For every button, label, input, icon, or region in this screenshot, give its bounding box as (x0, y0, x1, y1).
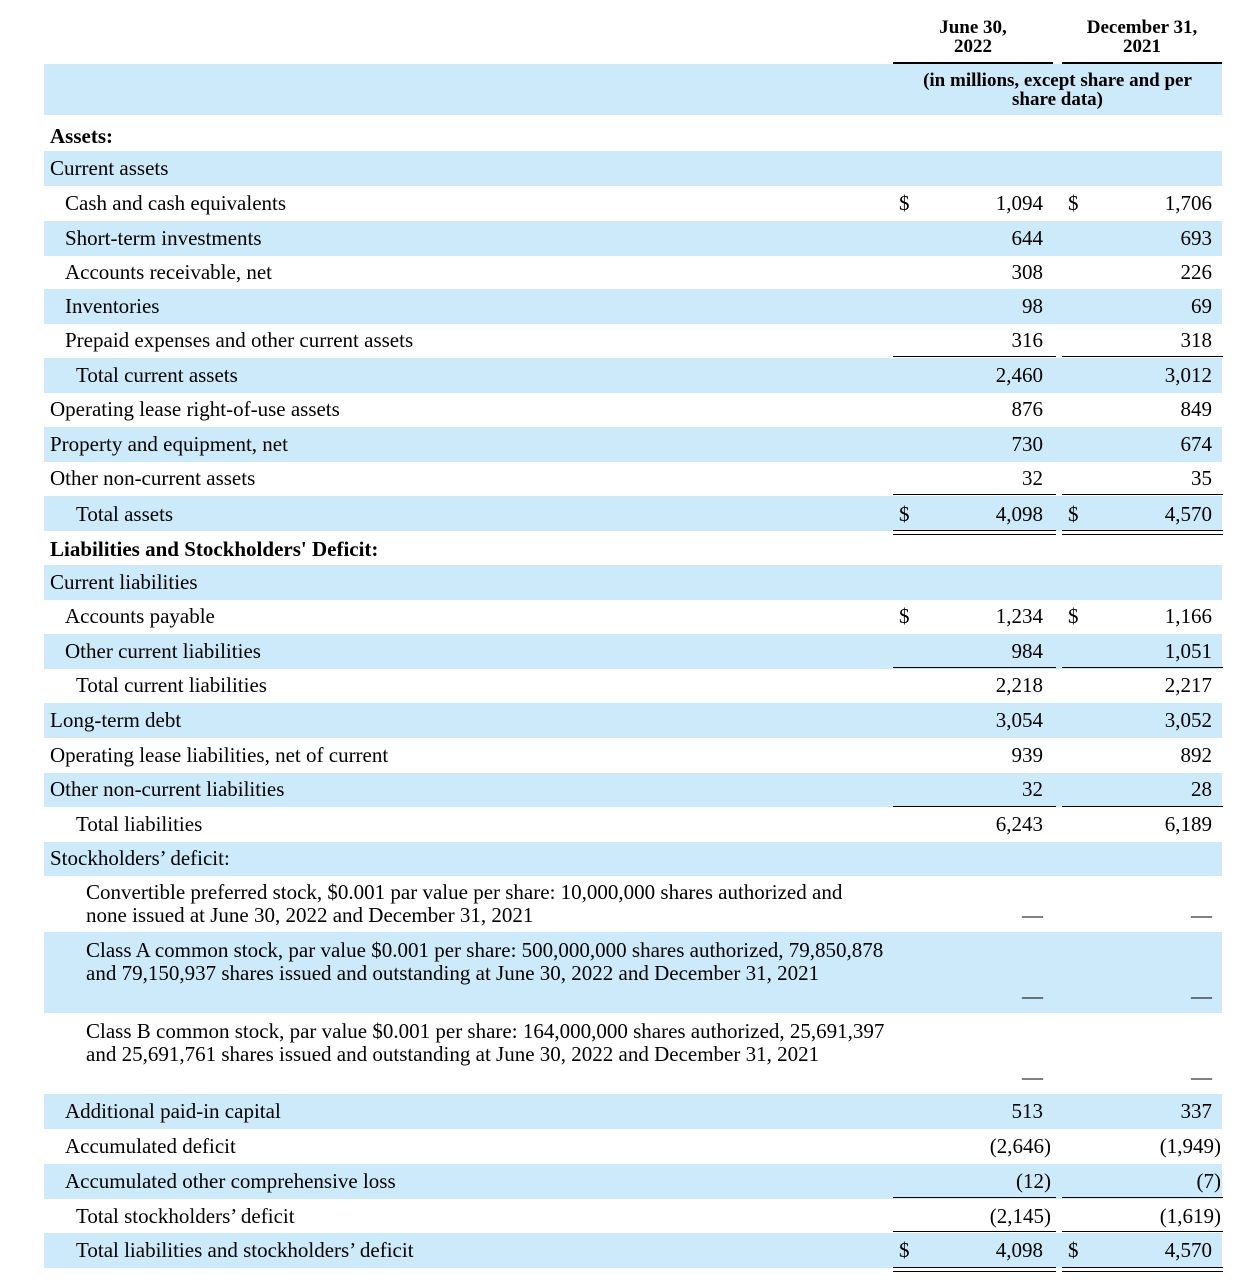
value-december-2021: (1,949) (1159, 1134, 1221, 1158)
value-june-2022: (2,145) (989, 1204, 1051, 1228)
row-label: Total liabilities and stockholders’ deficit (76, 1238, 414, 1262)
value-june-2022: — (1022, 984, 1043, 1008)
total-double-rule (1062, 1267, 1223, 1272)
value-december-2021: (7) (1196, 1169, 1221, 1193)
row-label: Current assets (50, 156, 169, 180)
value-december-2021: 4,570 (1164, 1238, 1212, 1262)
value-june-2022: 98 (1022, 294, 1043, 318)
value-december-2021: 1,166 (1164, 604, 1212, 628)
value-december-2021: — (1191, 903, 1212, 927)
value-june-2022: (2,646) (989, 1134, 1051, 1158)
row-label: Total assets (76, 502, 174, 526)
value-june-2022: (12) (1016, 1169, 1051, 1193)
table-row (44, 221, 1222, 256)
value-june-2022: 4,098 (995, 1238, 1043, 1262)
value-december-2021: 849 (1180, 397, 1212, 421)
row-label: Total stockholders’ deficit (76, 1204, 295, 1228)
value-december-2021: 69 (1191, 294, 1212, 318)
value-june-2022: 6,243 (995, 812, 1043, 836)
value-december-2021: 226 (1180, 260, 1212, 284)
value-june-2022: 3,054 (995, 708, 1043, 732)
subsection-current-assets (44, 151, 1222, 186)
table-row (44, 462, 1222, 496)
value-december-2021: 35 (1191, 466, 1212, 490)
table-row (44, 324, 1222, 358)
row-label: Stockholders’ deficit: (50, 846, 230, 870)
subsection-current-liabilities (44, 565, 1222, 600)
value-december-2021: 1,051 (1164, 639, 1212, 663)
total-double-rule (893, 1267, 1056, 1272)
row-label: Property and equipment, net (50, 432, 288, 456)
row-label: Accounts receivable, net (65, 260, 272, 284)
row-label: Assets: (50, 124, 113, 148)
value-december-2021: 28 (1191, 777, 1212, 801)
value-december-2021: 892 (1180, 743, 1212, 767)
column-header-june-2022 (893, 18, 1053, 56)
value-december-2021: (1,619) (1159, 1204, 1221, 1228)
value-december-2021: 4,570 (1164, 502, 1212, 526)
column-header-december-2021 (1062, 18, 1222, 56)
value-december-2021: 318 (1180, 328, 1212, 352)
section-heading-liabilities (44, 534, 1222, 565)
table-row (44, 1129, 1222, 1164)
table-row (44, 738, 1222, 773)
value-june-2022: 316 (1011, 328, 1043, 352)
currency-symbol: $ (1068, 604, 1079, 628)
table-row-total (44, 669, 1222, 703)
subtotal-rule (1062, 1197, 1223, 1198)
value-june-2022: 4,098 (995, 502, 1043, 526)
currency-symbol: $ (899, 1238, 910, 1262)
row-label: Short-term investments (65, 226, 262, 250)
table-row (44, 932, 1222, 1013)
row-label: Long-term debt (50, 708, 182, 732)
value-june-2022: 1,234 (995, 604, 1043, 628)
subtotal-rule (1062, 1231, 1223, 1232)
row-label: Operating lease liabilities, net of current (50, 743, 389, 767)
subtotal-rule (893, 667, 1056, 668)
currency-symbol: $ (899, 191, 910, 215)
value-june-2022: 876 (1011, 397, 1043, 421)
value-june-2022: 308 (1011, 260, 1043, 284)
currency-symbol: $ (1068, 191, 1079, 215)
row-label: Total current liabilities (76, 673, 267, 697)
table-row (44, 1164, 1222, 1199)
table-row-grand-total (44, 1233, 1222, 1268)
subtotal-rule (1062, 356, 1223, 357)
currency-symbol: $ (1068, 502, 1079, 526)
value-june-2022: 939 (1011, 743, 1043, 767)
column-header-line: 2021 (1123, 36, 1161, 57)
row-label: Other non-current liabilities (50, 777, 285, 801)
subtotal-rule (893, 1231, 1056, 1232)
table-row (44, 1094, 1222, 1129)
row-label: Accumulated deficit (65, 1134, 236, 1158)
value-june-2022: 513 (1011, 1099, 1043, 1123)
value-december-2021: 3,052 (1164, 708, 1212, 732)
units-line: share data) (1012, 89, 1103, 110)
row-label: Current liabilities (50, 570, 198, 594)
column-header-line: June 30, (939, 17, 1007, 38)
subtotal-rule (1062, 494, 1223, 495)
table-row (44, 256, 1222, 289)
table-row (44, 703, 1222, 738)
row-label: Total liabilities (76, 812, 203, 836)
value-december-2021: 3,012 (1164, 363, 1212, 387)
value-june-2022: 984 (1011, 639, 1043, 663)
row-label: Accumulated other comprehensive loss (65, 1169, 396, 1193)
table-row (44, 634, 1222, 669)
value-june-2022: 1,094 (995, 191, 1043, 215)
row-label: Cash and cash equivalents (65, 191, 287, 215)
value-june-2022: 2,460 (995, 363, 1043, 387)
subtotal-rule (893, 494, 1056, 495)
value-december-2021: 1,706 (1164, 191, 1212, 215)
section-heading-assets (44, 122, 1222, 151)
currency-symbol: $ (1068, 1238, 1079, 1262)
row-label: Additional paid-in capital (65, 1099, 281, 1123)
value-june-2022: 644 (1011, 226, 1043, 250)
value-june-2022: 730 (1011, 432, 1043, 456)
value-december-2021: 674 (1180, 432, 1212, 456)
value-december-2021: 693 (1180, 226, 1212, 250)
column-header-line: 2022 (954, 36, 992, 57)
value-june-2022: — (1022, 1065, 1043, 1089)
row-label: Operating lease right-of-use assets (50, 397, 340, 421)
row-label: Prepaid expenses and other current assets (65, 328, 414, 352)
value-december-2021: 6,189 (1164, 812, 1212, 836)
row-label: Inventories (65, 294, 160, 318)
value-june-2022: 32 (1022, 777, 1043, 801)
subtotal-rule (1062, 667, 1223, 668)
row-label: Other non-current assets (50, 466, 256, 490)
table-row (44, 289, 1222, 324)
value-december-2021: 337 (1180, 1099, 1212, 1123)
table-row (44, 393, 1222, 427)
subsection-stockholders-deficit (44, 842, 1222, 876)
currency-symbol: $ (899, 604, 910, 628)
table-row (44, 186, 1222, 221)
value-december-2021: — (1191, 1065, 1212, 1089)
table-row (44, 1013, 1222, 1094)
table-row (44, 427, 1222, 462)
row-label: Class B common stock, par value $0.001 per share: 164,000,000 shares authorized, 25,691,397 and 25,691,761 shares issued and outstanding at June 30, 2022 and December 31, 2021 (86, 1019, 885, 1066)
value-december-2021: — (1191, 984, 1212, 1008)
subtotal-rule (893, 356, 1056, 357)
table-row-total (44, 496, 1222, 531)
row-label: Other current liabilities (65, 639, 261, 663)
row-label: Convertible preferred stock, $0.001 par value per share: 10,000,000 shares authorized and none issued at June 30, 2022 and December 31, 2021 (86, 880, 843, 927)
units-caption (893, 71, 1222, 109)
row-label: Liabilities and Stockholders' Deficit: (50, 537, 379, 561)
value-june-2022: 2,218 (995, 673, 1043, 697)
currency-symbol: $ (899, 502, 910, 526)
table-row (44, 773, 1222, 807)
table-row (44, 600, 1222, 634)
value-june-2022: 32 (1022, 466, 1043, 490)
subtotal-rule (893, 1197, 1056, 1198)
value-december-2021: 2,217 (1164, 673, 1212, 697)
value-june-2022: — (1022, 903, 1043, 927)
table-row-total (44, 807, 1222, 842)
row-label: Class A common stock, par value $0.001 per share: 500,000,000 shares authorized, 79,850,878 and 79,150,937 shares issued and outstanding at June 30, 2022 and December 31, 2021 (86, 938, 884, 985)
table-row (44, 876, 1222, 932)
table-row-total (44, 1199, 1222, 1233)
table-row-total (44, 358, 1222, 393)
column-header-line: December 31, (1086, 17, 1198, 38)
units-line: (in millions, except share and per (923, 70, 1192, 91)
row-label: Accounts payable (65, 604, 215, 628)
row-label: Total current assets (76, 363, 238, 387)
